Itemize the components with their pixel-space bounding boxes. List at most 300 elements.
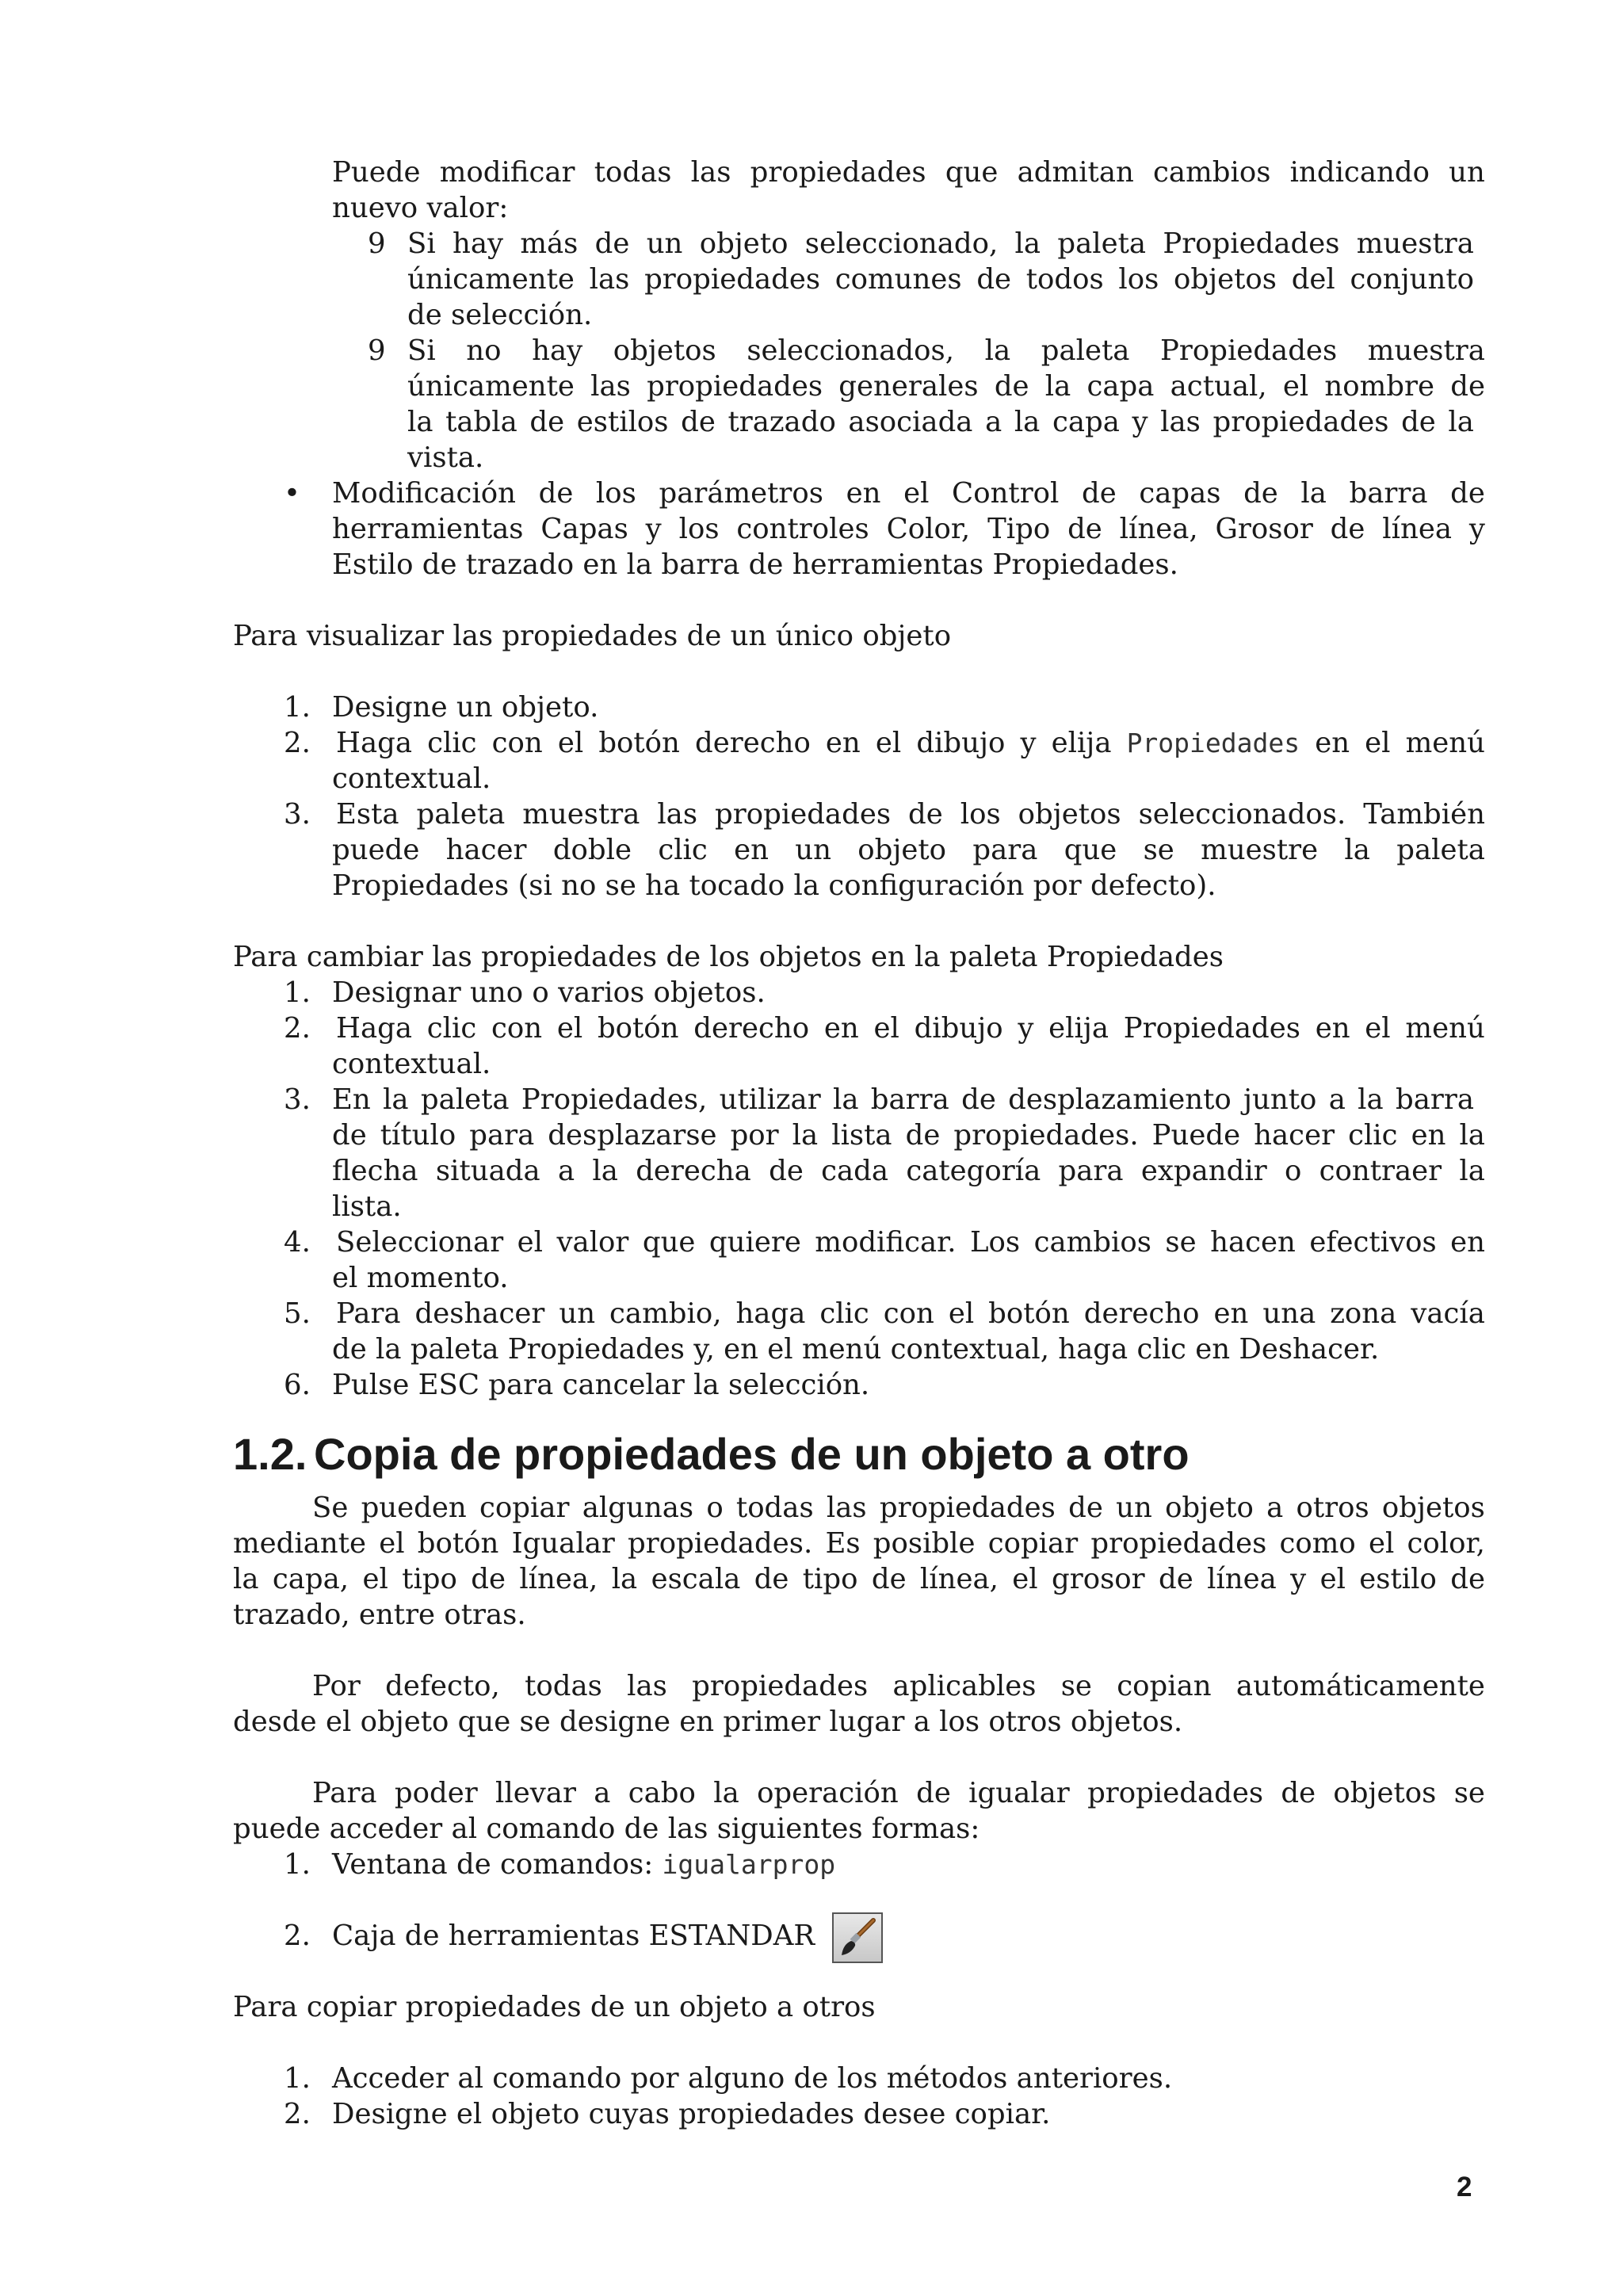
list-item-text: Acceder al comando por alguno de los métodos anteriores. [332,2062,1173,2095]
word: seleccionado, [804,227,999,260]
word: los [960,798,1001,831]
word: vacía [1411,1297,1485,1330]
word: admitan [1017,156,1134,189]
match-properties-paintbrush-icon[interactable] [832,1912,883,1963]
list-item-line [336,1297,1485,1332]
word: la [233,1563,259,1595]
bullet-last-line: Estilo de trazado en la barra de herramientas Propiedades. [332,548,1178,581]
word: la [592,1155,618,1187]
word: contraer [1319,1155,1442,1187]
word: únicamente [407,263,575,296]
word: el [1282,370,1309,403]
list-item-line [336,1011,1485,1047]
word: En [332,1083,371,1116]
word: el [1368,1527,1395,1560]
word: doble [552,834,632,866]
word: la [1358,1083,1384,1116]
word: utilizar [719,1083,821,1116]
word: de [538,477,574,510]
word: todos [1025,263,1104,296]
word: hay [532,334,583,367]
word: de [1243,477,1278,510]
word: el [948,1297,975,1330]
list-number: 1. [284,691,311,724]
list-item-last-line: lista. [332,1190,402,1223]
word: de [961,1083,996,1116]
word: tabla [445,406,517,438]
word: Por [312,1670,361,1702]
word: la [1459,1119,1485,1152]
word: que [1064,834,1117,866]
word: de [1401,406,1436,438]
word: las [690,156,731,189]
list-number: 2. [284,1920,311,1952]
word: propiedades [1212,406,1389,438]
word: botón [988,1297,1070,1330]
word: de [1159,1563,1193,1595]
word: barra [870,1083,949,1116]
word: las [1160,406,1201,438]
word: la [1300,477,1327,510]
word: de [594,227,630,260]
word: botón [598,727,680,759]
word: asociada [848,406,973,438]
check-item-1-line-1 [407,227,1474,262]
word: línea, [1119,513,1198,545]
word: Haga [336,1012,413,1045]
word: controles [736,513,869,545]
word: Propiedades [1163,227,1340,260]
list-item-line [332,833,1485,869]
word: únicamente [407,370,575,403]
word: objeto [1165,1492,1254,1524]
word: de [681,406,716,438]
word: deshacer [414,1297,545,1330]
check-marker: 9 [368,227,386,260]
word: derecha [636,1155,751,1187]
word: la [611,1563,638,1595]
intro-line-1 [332,155,1485,191]
word: propiedades [647,370,823,403]
word: de [471,1563,506,1595]
body-last-line: trazado, entre otras. [233,1599,526,1631]
word: propiedades. [628,1527,813,1560]
word: herramientas [332,513,524,545]
word: en [825,727,861,759]
word: desplazarse [548,1119,717,1152]
word: escala [651,1563,741,1595]
word: quiere [708,1226,801,1259]
word: operación [757,1777,899,1809]
word: cambios [1033,1226,1151,1259]
word: situada [435,1155,540,1187]
word: de [1450,477,1485,510]
word: de [1082,477,1117,510]
word: puede [332,834,420,866]
word: del [1291,263,1335,296]
word: propiedades [1087,1777,1264,1809]
word: el [517,1226,544,1259]
word: los [678,513,720,545]
word: propiedades. [953,1119,1139,1152]
word: También [1363,798,1485,831]
word: defecto, [385,1670,500,1702]
word: clic [658,834,708,866]
word: las [627,1670,667,1702]
word: seleccionados, [747,334,955,367]
word: barra [1349,477,1428,510]
word: que [642,1226,696,1259]
body-line [312,1776,1485,1812]
word: Puede [332,156,421,189]
word: cada [821,1155,889,1187]
word: lista [831,1119,892,1152]
word: pueden [361,1492,467,1524]
word: de [1450,1563,1485,1595]
word: propiedades [1090,1527,1267,1560]
word: la [792,1119,819,1152]
word: paleta [1396,834,1485,866]
word: de [332,1119,367,1152]
word: copiar [987,1527,1079,1560]
word: Propiedades [1160,334,1338,367]
word: objetos [1174,263,1277,296]
word: objetos [1333,1777,1437,1809]
list-number: 3. [284,1083,311,1116]
word: hacer [1254,1119,1335,1152]
word: paleta [1057,227,1147,260]
word: efectivos [1309,1226,1437,1259]
word: los [1118,263,1159,296]
word: el [903,477,930,510]
list-item-line [332,1154,1485,1190]
word: objetos [613,334,716,367]
word: las [657,798,698,831]
list-item-last-line: Propiedades (si no se ha tocado la configuración por defecto). [332,869,1216,902]
word: en [823,1012,859,1045]
word: todas [594,156,672,189]
word: llevar [495,1777,576,1809]
page-number: 2 [1457,2172,1472,2202]
word: dibujo [916,727,1006,759]
list-item-line [336,797,1485,833]
word: paleta [416,798,506,831]
word: un [559,1297,596,1330]
word: la [407,406,433,438]
list-item-last-line: el momento. [332,1262,509,1294]
word: las [589,263,630,296]
word: posible [873,1527,976,1560]
word: la [832,1083,859,1116]
word: poder [394,1777,478,1809]
word: de [976,263,1012,296]
word: de [529,406,565,438]
word: el [1012,1563,1038,1595]
word: línea, [519,1563,598,1595]
list-item-line [332,1083,1474,1118]
word: propiedades [879,1492,1056,1524]
word: propiedades [644,263,821,296]
word: haga [735,1297,806,1330]
word: estilos [576,406,669,438]
word: Color, [886,513,971,545]
word: clic [427,727,477,759]
list-item-text: Designe un objeto. [332,691,599,724]
word: Para [312,1777,377,1809]
word: Control [952,477,1060,510]
word: o [706,1492,724,1524]
list-item-last-line: de la paleta Propiedades y, en el menú contextual, haga clic en Deshacer. [332,1333,1380,1366]
check-item-2-last-line: vista. [407,441,484,474]
word: un [1116,1492,1152,1524]
word: Modificación [332,477,516,510]
word: trazado [727,406,836,438]
word: Tipo [987,513,1051,545]
word: igualar [968,1777,1070,1809]
word: objetos [1381,1492,1485,1524]
word: las [826,1492,867,1524]
check-item-2-line-3 [407,405,1474,441]
list-item-text: Designar uno o varios objetos. [332,976,766,1009]
list-item-code-line [336,726,1485,762]
check-item-2-line-1 [407,334,1485,369]
word: Igualar [511,1527,615,1560]
word: valor [556,1226,629,1259]
word: de [1281,1777,1316,1809]
word: botón [597,1012,679,1045]
list-item-text: Pulse ESC para cancelar la selección. [332,1369,870,1401]
word: un [795,834,831,866]
list-number: 1. [284,2062,311,2095]
word: color, [1407,1527,1485,1560]
body-last-line: desde el objeto que se designe en primer lugar a los otros objetos. [233,1706,1183,1738]
word: cambio, [609,1297,722,1330]
word: objeto [699,227,789,260]
word: de [994,370,1029,403]
word: Esta [336,798,399,831]
word: propiedades [692,1670,869,1702]
word: con [883,1297,934,1330]
word: en [734,834,769,866]
list-item-line [332,1118,1485,1154]
word: Propiedades, [521,1083,708,1116]
word: Seleccionar [336,1226,504,1259]
list-number: 2. [284,1012,311,1045]
word: menú [1405,727,1485,759]
word: muestra [522,798,640,831]
word: o [1284,1155,1302,1187]
word: capa, [272,1563,349,1595]
list-number: 4. [284,1226,311,1259]
word: otros [1296,1492,1369,1524]
word: grosor [1052,1563,1145,1595]
word: propiedades [750,156,926,189]
word: los [595,477,636,510]
word: nombre [1324,370,1435,403]
word: clic [426,1012,477,1045]
word: categoría [906,1155,1041,1187]
word: todas [525,1670,602,1702]
word: de [905,1119,941,1152]
word: se [1165,1226,1197,1259]
word: elija [1048,1012,1109,1045]
heading-number: 1.2. [233,1429,307,1479]
word: para [972,834,1038,866]
intro-line-2: nuevo valor: [332,192,509,224]
word: a [594,1777,611,1809]
check-item-2-line-2 [407,369,1485,405]
word: línea [1382,513,1453,545]
body-last-line: puede acceder al comando de las siguientes formas: [233,1813,980,1845]
bullet-line-1 [332,476,1485,512]
word: la [383,1083,409,1116]
word: un [1449,156,1485,189]
word: indicando [1289,156,1430,189]
word: de [916,1777,951,1809]
word: botón [417,1527,499,1560]
body-line [233,1562,1485,1598]
word: muestra [1367,334,1485,367]
word: más [520,227,579,260]
word: automáticamente [1235,1670,1485,1702]
section-copy-title: Para copiar propiedades de un objeto a otros [233,1991,876,2023]
heading-text: Copia de propiedades de un objeto a otro [314,1429,1190,1479]
word: Los [969,1226,1021,1259]
word: propiedades [715,798,892,831]
word: de [1330,513,1365,545]
word: elija [1051,727,1112,759]
word: de [1067,513,1102,545]
word: la [984,334,1011,367]
word: línea, [919,1563,999,1595]
word: estilo [1359,1563,1437,1595]
word: parámetros [659,477,823,510]
word: cambios [1153,156,1271,189]
word: Si [407,227,436,260]
word: aplicables [892,1670,1037,1702]
word: comunes [834,263,962,296]
word: se [1143,834,1174,866]
word: en [1315,1012,1350,1045]
word: derecho [695,727,811,759]
section-view-title: Para visualizar las propiedades de un único objeto [233,620,952,652]
word: de [1450,370,1485,403]
word: no [466,334,502,367]
word: en [1213,1297,1249,1330]
word: capa [1086,370,1155,403]
body-line [312,1669,1485,1705]
word: de [908,798,943,831]
word: se [1453,1777,1485,1809]
word: barra [1395,1083,1474,1116]
word: muestre [1201,834,1319,866]
word: y [645,513,662,545]
word: se [1060,1670,1092,1702]
list-item-last-line: contextual. [332,1048,491,1080]
word: el [556,1012,583,1045]
word: junto [1243,1083,1317,1116]
word: menú [1405,1012,1485,1045]
access-method-toolbox: Caja de herramientas ESTANDAR [332,1920,815,1952]
word: el [1365,727,1391,759]
word: en [1450,1226,1485,1259]
word: un [646,227,683,260]
word: para [469,1119,535,1152]
word: las [590,370,631,403]
word: el [557,727,584,759]
word: desplazamiento [1008,1083,1232,1116]
word: Propiedades [1123,1012,1300,1045]
word: hacen [1210,1226,1296,1259]
word: algunas [582,1492,694,1524]
word: seleccionados. [1138,798,1346,831]
word: a [985,406,1002,438]
word: el [362,1563,388,1595]
word: de [1068,1492,1103,1524]
word: tipo [802,1563,858,1595]
word: y [1020,727,1037,759]
word: dibujo [914,1012,1003,1045]
word: Se [312,1492,349,1524]
word: conjunto [1350,263,1474,296]
word: modificar [439,156,575,189]
word: capa [1052,406,1120,438]
section-heading [233,1427,1190,1482]
word: tipo [402,1563,457,1595]
code-propiedades: Propiedades [1126,728,1300,758]
access-method-label: Ventana de comandos: [332,1848,654,1881]
word: el [875,727,902,759]
word: título [380,1119,456,1152]
word: el [1365,1012,1391,1045]
word: y [1468,513,1485,545]
word: derecho [693,1012,810,1045]
word: Es [825,1527,861,1560]
word: y [1290,1563,1307,1595]
bullet-line-2 [332,512,1485,548]
word: el [379,1527,405,1560]
word: modificar. [815,1226,957,1259]
word: paleta [1041,334,1130,367]
word: copian [1117,1670,1212,1702]
word: la [1014,406,1041,438]
word: flecha [332,1155,418,1187]
access-method-commands [332,1847,835,1883]
word: expandir [1140,1155,1267,1187]
word: derecho [1083,1297,1200,1330]
word: cabo [628,1777,696,1809]
word: en [846,477,881,510]
word: que [945,156,999,189]
bullet-marker: • [284,477,300,510]
word: capas [1139,477,1221,510]
word: en [1315,727,1350,759]
word: la [1344,834,1370,866]
word: con [491,1012,543,1045]
word: el [873,1012,899,1045]
word: clic [819,1297,869,1330]
word: muestra [1356,227,1474,260]
word: una [1262,1297,1316,1330]
word: a [1328,1083,1346,1116]
word: actual, [1170,370,1267,403]
list-item-line [336,1225,1485,1261]
word: clic [1348,1119,1398,1152]
word: zona [1330,1297,1397,1330]
word: Puede [1151,1119,1241,1152]
word: Haga [336,727,413,759]
word: generales [838,370,979,403]
